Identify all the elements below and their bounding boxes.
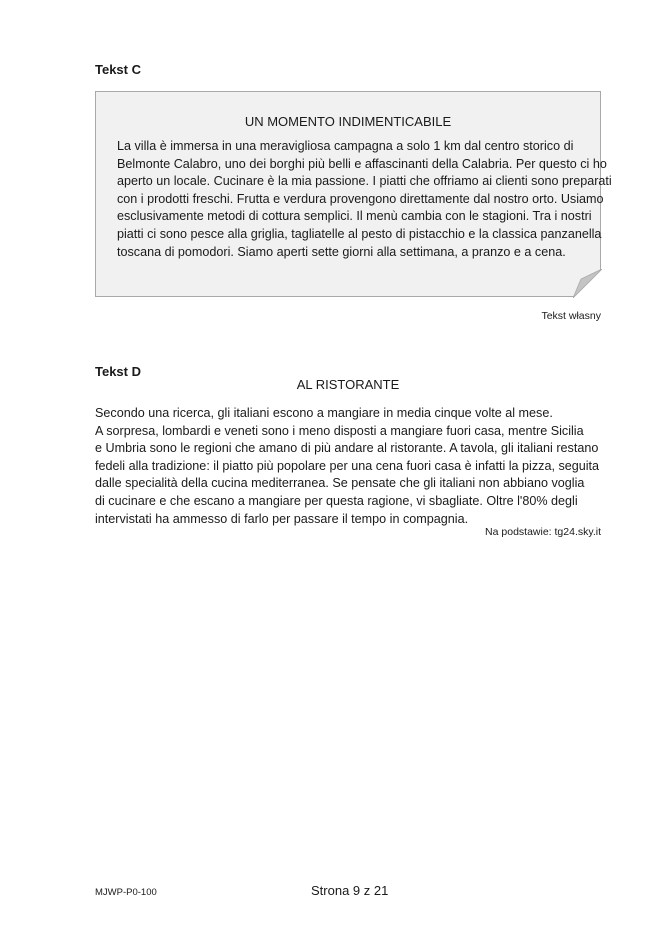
tekst-d-source: Na podstawie: tg24.sky.it [485,526,601,538]
tekst-c-line: con i prodotti freschi. Frutta e verdura provengono direttamente dal nostro orto. Usiamo [117,191,604,206]
tekst-d-label: Tekst D [95,364,141,379]
tekst-c-line: Belmonte Calabro, uno dei borghi più belli e affascinanti della Calabria. Per questo ci ho [117,156,607,171]
tekst-c-line: piatti ci sono pesce alla griglia, tagliatelle al pesto di pistacchio e la classica panzanella [117,226,602,241]
tekst-d-title: AL RISTORANTE [296,377,400,392]
tekst-c-line: esclusivamente metodi di cottura semplici. Il menù cambia con le stagioni. Tra i nostri [117,209,592,224]
tekst-d-line: Secondo una ricerca, gli italiani escono a mangiare in media cinque volte al mese. [95,406,553,420]
tekst-d-line: intervistati ha ammesso di farlo per passare il tempo in compagnia. [95,511,469,526]
tekst-d-line: e Umbria sono le regioni che amano di più andare al ristorante. A tavola, gli italiani restano [95,441,599,456]
page-curl-icon [573,269,602,298]
tekst-c-line: toscana di pomodori. Siamo aperti sette giorni alla settimana, a pranzo e a cena. [117,244,566,259]
tekst-c-label: Tekst C [95,62,141,77]
tekst-c-body [117,138,612,261]
tekst-d-line: dalle specialità della cucina mediterranea. Se pensate che gli italiani non abbiano voglia [95,476,585,491]
tekst-c-source: Tekst własny [541,310,601,322]
tekst-c-box [95,91,612,297]
tekst-d-line: A sorpresa, lombardi e veneti sono i meno disposti a mangiare fuori casa, mentre Sicilia [95,423,584,438]
tekst-d-line: di cucinare e che escano a mangiare per questa ragione, vi sbagliate. Oltre l'80% degli [95,493,578,508]
tekst-d-body [95,405,599,528]
tekst-d-line: fedeli alla tradizione: il piatto più popolare per una cena fuori casa è infatti la pizza, seguita [95,458,600,473]
page-number: Strona 9 z 21 [311,883,389,898]
tekst-c-line: aperto un locale. Cucinare è la mia passione. I piatti che offriamo ai clienti sono preparati [117,174,612,189]
document-code: MJWP-P0-100 [95,887,157,898]
tekst-c-title: UN MOMENTO INDIMENTICABILE [244,114,452,129]
tekst-c-line: La villa è immersa in una meravigliosa campagna a solo 1 km dal centro storico di [117,139,574,153]
